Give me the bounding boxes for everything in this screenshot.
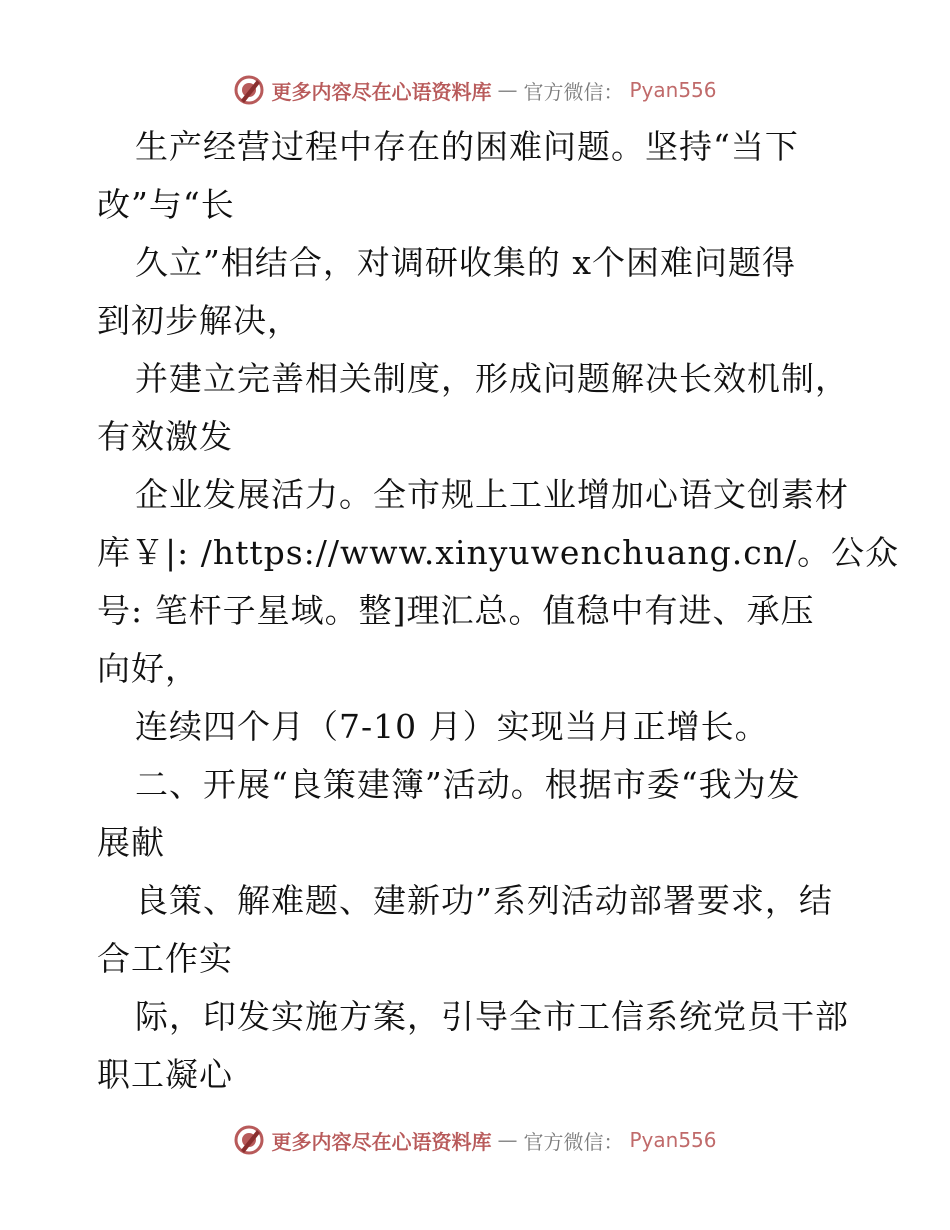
- document-body: [97, 118, 900, 1104]
- banner-title: 更多内容尽在心语资料库: [271, 79, 492, 104]
- banner-title: 更多内容尽在心语资料库: [271, 1129, 492, 1154]
- body-line: 际，印发实施方案，引导全市工信系统党员干部: [135, 997, 849, 1036]
- body-line: 向好，: [97, 649, 199, 688]
- banner-wechat-label: 官方微信：: [523, 1129, 624, 1154]
- body-line: 合工作实: [97, 939, 233, 978]
- body-line: 良策、解难题、建新功”系列活动部署要求，结: [135, 881, 833, 920]
- body-line: 到初步解决，: [97, 301, 301, 340]
- body-line: 职工凝心: [97, 1055, 233, 1094]
- banner-wechat-id: Pyan556: [629, 1128, 717, 1152]
- body-line: 并建立完善相关制度，形成问题解决长效机制，: [135, 359, 849, 398]
- body-line: 二、开展“良策建簿”活动。根据市委“我为发: [135, 765, 801, 804]
- body-line: 连续四个月（7-10 月）实现当月正增长。: [135, 707, 769, 746]
- banner-separator: —: [497, 1128, 518, 1152]
- body-line: 久立”相结合，对调研收集的 x个困难问题得: [135, 243, 796, 282]
- banner-separator: —: [497, 78, 518, 102]
- footer-banner: [0, 1120, 950, 1160]
- banner-wechat-label: 官方微信：: [523, 79, 624, 104]
- body-line: 库￥|: /https://www.xinyuwenchuang.cn/。公众: [97, 533, 900, 572]
- banner-wechat-id: Pyan556: [629, 78, 717, 102]
- body-line: 生产经营过程中存在的困难问题。坚持“当下: [135, 127, 799, 166]
- body-line: 展献: [97, 823, 165, 862]
- header-banner: [0, 70, 950, 110]
- body-line: 号: 笔杆子星域。整]理汇总。值稳中有进、承压: [97, 591, 815, 630]
- pen-logo-icon: [233, 74, 265, 106]
- pen-logo-icon: [233, 1124, 265, 1156]
- body-line: 改”与“长: [97, 185, 235, 224]
- body-line: 有效激发: [97, 417, 233, 456]
- body-line: 企业发展活力。全市规上工业增加心语文创素材: [135, 475, 849, 514]
